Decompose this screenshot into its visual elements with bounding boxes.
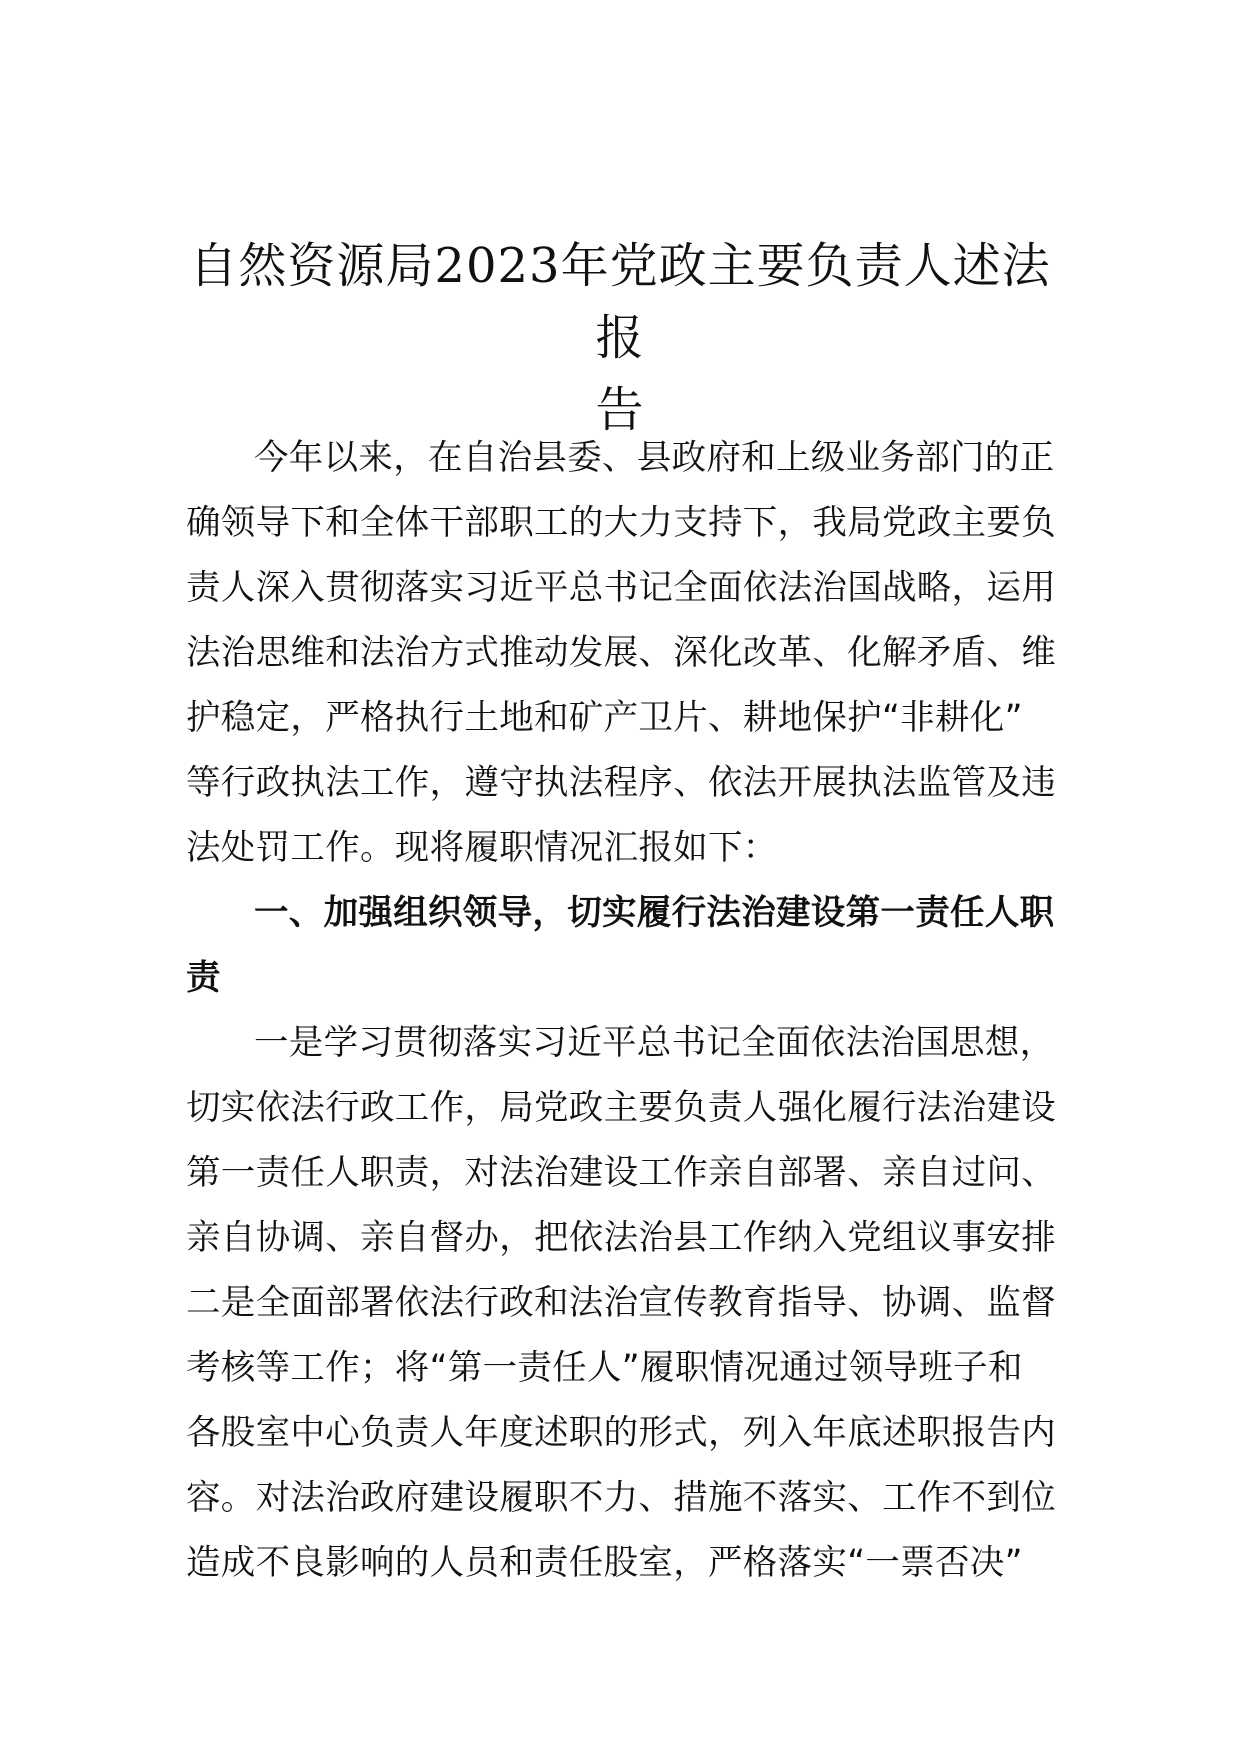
- paragraph-2-line-4: 亲自协调、亲自督办，把依法治县工作纳入党组议事安排: [186, 1218, 1056, 1258]
- paragraph-1-line-3: 责人深入贯彻落实习近平总书记全面依法治国战略，运用: [186, 568, 1056, 608]
- paragraph-2-line-7: 各股室中心负责人年度述职的形式，列入年底述职报告内: [186, 1413, 1056, 1453]
- title-line-2: 告: [595, 382, 645, 438]
- paragraph-2-line-5: 二是全面部署依法行政和法治宣传教育指导、协调、监督: [186, 1283, 1056, 1323]
- section-heading-1-line-2: 责: [186, 958, 221, 998]
- document-body: [186, 426, 1061, 1596]
- document-title: [170, 230, 1070, 446]
- paragraph-1-line-2: 确领导下和全体干部职工的大力支持下，我局党政主要负: [186, 503, 1056, 543]
- paragraph-2-line-9: 造成不良影响的人员和责任股室，严格落实“一票否决”: [186, 1543, 1023, 1583]
- paragraph-1-line-1: 今年以来，在自治县委、县政府和上级业务部门的正: [254, 438, 1055, 478]
- paragraph-1-line-7: 法处罚工作。现将履职情况汇报如下：: [186, 828, 778, 868]
- title-line-1: 自然资源局2023年党政主要负责人述法报: [189, 238, 1051, 366]
- paragraph-2-line-3: 第一责任人职责，对法治建设工作亲自部署、亲自过问、: [186, 1153, 1056, 1193]
- paragraph-2-line-1: 一是学习贯彻落实习近平总书记全面依法治国思想，: [254, 1023, 1055, 1063]
- paragraph-1-line-6: 等行政执法工作，遵守执法程序、依法开展执法监管及违: [186, 763, 1056, 803]
- section-heading-1-line-1: 一、加强组织领导，切实履行法治建设第一责任人职: [254, 893, 1055, 933]
- paragraph-1-line-4: 法治思维和法治方式推动发展、深化改革、化解矛盾、维: [186, 633, 1056, 673]
- paragraph-2-line-2: 切实依法行政工作，局党政主要负责人强化履行法治建设: [186, 1088, 1056, 1128]
- paragraph-1-line-5: 护稳定，严格执行土地和矿产卫片、耕地保护“非耕化”: [186, 698, 1023, 738]
- paragraph-2-line-6: 考核等工作；将“第一责任人”履职情况通过领导班子和: [186, 1348, 1023, 1388]
- paragraph-2-line-8: 容。对法治政府建设履职不力、措施不落实、工作不到位: [186, 1478, 1056, 1518]
